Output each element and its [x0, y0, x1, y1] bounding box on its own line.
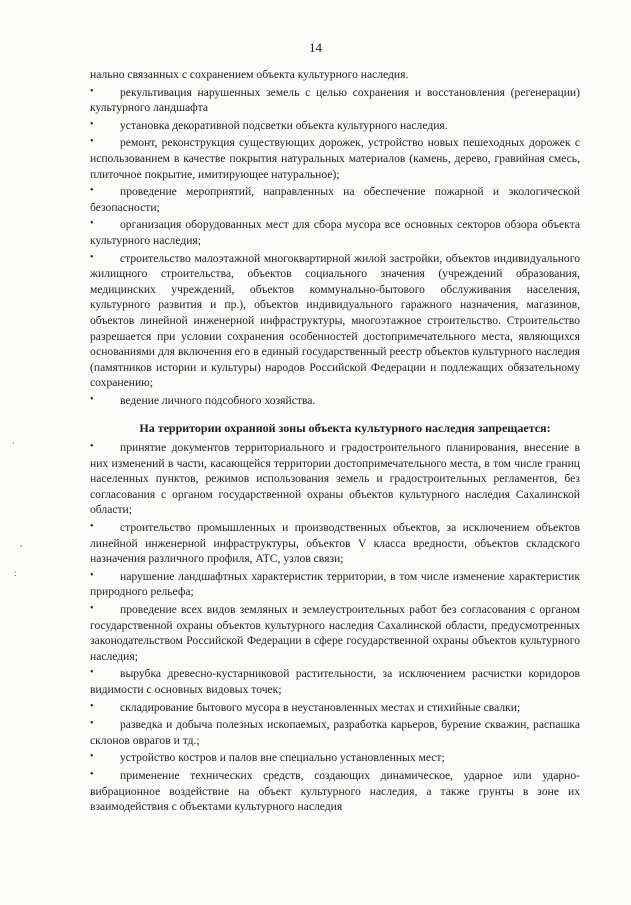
prohibited-item: [90, 716, 580, 748]
prohibited-item-text: разведка и добыча полезных ископаемых, разработка карьеров, бурение скважин, распашка склонов оврагов и тд.;: [90, 718, 580, 747]
allowed-item: [90, 392, 580, 409]
prohibited-item-text: нарушение ландшафтных характеристик территории, в том числе изменение характеристик природного рельефа;: [90, 569, 580, 599]
prohibited-item: [90, 699, 580, 716]
bullet-icon: •: [90, 768, 94, 780]
allowed-item-text: установка декоративной подсветки объекта культурного наследия.: [120, 118, 448, 132]
bullet-icon: •: [90, 118, 94, 130]
allowed-item-text: рекультивация нарушенных земель с целью сохранения и восстановления (регенерации) культурного ландшафта: [90, 85, 580, 115]
bullet-icon: •: [90, 667, 94, 679]
prohibited-item-text: складирование бытового мусора в неустановленных местах и стихийные свалки;: [120, 700, 521, 714]
prohibited-item: [90, 568, 580, 600]
page-number: 14: [309, 40, 322, 55]
margin-mark: ,: [20, 538, 23, 548]
bullet-icon: •: [90, 185, 94, 197]
prohibited-item-text: вырубка древесно-кустарниковой растительности, за исключением расчистки коридоров видимости с основных видовых точек;: [90, 667, 580, 696]
allowed-item-text: ведение личного подсобного хозяйства.: [120, 393, 316, 407]
bullet-icon: •: [90, 85, 94, 97]
prohibited-item: [90, 601, 580, 664]
bullet-icon: •: [90, 393, 94, 405]
allowed-item-text: ремонт, реконструкция существующих дорожек, устройство новых пешеходных дорожек с использованием в качестве покрытия натуральных материалов (камень, дерево, гравийная смесь, плиточное покрытие, имитирующее натуральное);: [90, 136, 580, 181]
bullet-icon: •: [90, 603, 94, 614]
prohibited-item-text: принятие документов территориального и градостроительного планирования, внесение в них изменений в части, касающейся территории достопримечательного места, в том числе границ населенных пунктов, режимов использования земель и градостроительных регламентов, без согласования с органом государственной охраны объектов культурного наследия Сахалинской области;: [90, 441, 580, 517]
document-body: [90, 66, 580, 816]
bullet-icon: •: [90, 569, 94, 581]
allowed-item: [90, 250, 580, 391]
prohibited-item: [90, 439, 580, 518]
bullet-icon: •: [90, 218, 94, 230]
section-heading: На территории охранной зоны объекта культурного наследия запрещается:: [139, 421, 551, 436]
prohibited-item-text: применение технических средств, создающих динамическое, ударное или ударно-вибрационное воздействие на объект культурного наследия, а также грунты в зоне их взаимодействия с объектами культурного наследия: [90, 768, 580, 814]
allowed-item: [90, 216, 580, 248]
bullet-icon: •: [90, 751, 94, 763]
intro-line: нально связанных с сохранением объекта культурного наследия.: [90, 68, 409, 81]
margin-mark: :: [14, 568, 17, 578]
prohibited-item: [90, 767, 580, 815]
allowed-item: [90, 84, 580, 116]
allowed-item-text: проведение мероприятий, направленных на обеспечение пожарной и экологической безопасности;: [90, 185, 580, 214]
allowed-item: [90, 134, 580, 182]
prohibited-item: [90, 519, 580, 567]
bullet-icon: •: [90, 521, 94, 533]
prohibited-item: [90, 749, 580, 766]
bullet-icon: •: [90, 251, 94, 263]
allowed-item-text: строительство малоэтажной многоквартирной жилой застройки, объектов индивидуального жилищного строительства, объектов социального значения (учреждений образования, медицинских учреждений, объектов коммунально-бытового обслуживания населения, культурного развития и пр.), объектов индивидуального гаражного назначения, магазинов, объектов линейной инженерной инфраструктуры, многоэтажное строительство. Строительство разрешается при условии сохранения особенностей достопримечательного места, являющихся основаниями для включения его в единый государственный реестр объектов культурного наследия (памятников истории и культуры) народов Российской Федерации и подлежащих обязательному сохранению;: [90, 251, 580, 390]
bullet-icon: •: [90, 136, 94, 148]
prohibited-item-text: строительство промышленных и производственных объектов, за исключением объектов линейной инженерной инфраструктуры, объектов V класса вредности, объектов складского назначения различного профиля, АТС, узлов связи;: [90, 521, 580, 566]
margin-mark: ·: [12, 438, 15, 448]
bullet-icon: •: [90, 700, 94, 712]
allowed-item: [90, 117, 580, 134]
prohibited-item: [90, 665, 580, 697]
allowed-item: [90, 183, 580, 215]
allowed-item-text: организация оборудованных мест для сбора мусора все основных секторов обзора объекта культурного наследия;: [90, 218, 580, 247]
prohibited-item-text: проведение всех видов земляных и землеустроительных работ без согласования с органом государственной охраны объектов культурного наследия Сахалинской области, предусмотренных законодательством Российской Федерации в сфере государственной охраны объектов культурного наследия;: [90, 603, 580, 663]
bullet-icon: •: [90, 718, 94, 730]
prohibited-item-text: устройство костров и палов вне специально установленных мест;: [120, 751, 445, 765]
bullet-icon: •: [90, 441, 94, 453]
